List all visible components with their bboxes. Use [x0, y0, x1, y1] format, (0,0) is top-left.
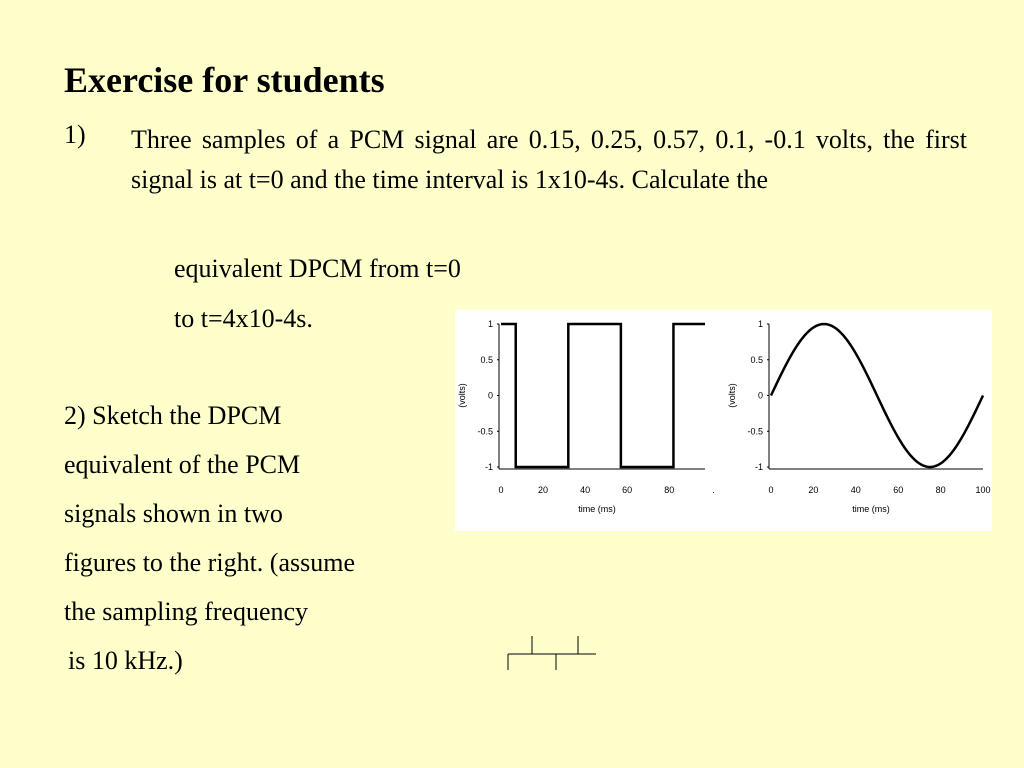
waveform-figures	[455, 310, 992, 531]
x-tick-label: 100	[975, 485, 991, 495]
sine-wave-line	[771, 324, 983, 467]
x-axis-label: time (ms)	[578, 504, 616, 514]
x-tick-label: 60	[893, 485, 904, 495]
y-axis-label: (volts)	[457, 383, 467, 408]
y-tick-label: 0.5	[750, 354, 763, 365]
x-tick-label: 80	[935, 485, 946, 495]
question-2-line: figures to the right. (assume	[64, 548, 355, 577]
y-tick-label: 0.5	[480, 354, 493, 365]
x-tick-label: 20	[538, 485, 549, 495]
question-2-line: is 10 kHz.)	[68, 646, 183, 675]
x-tick-label: 40	[580, 485, 591, 495]
waveform-charts-svg	[455, 310, 992, 531]
y-tick-label: 1	[487, 319, 493, 329]
x-tick-label: 0	[768, 485, 774, 495]
square-wave-line	[501, 324, 705, 467]
page-title: Exercise for students	[64, 60, 385, 100]
y-tick-label: 0	[757, 390, 763, 401]
question-2-line: equivalent of the PCM	[64, 450, 301, 479]
y-tick-label: -1	[484, 462, 493, 472]
question-1-line-4: equivalent DPCM from t=0	[174, 254, 461, 283]
y-tick-label: 0	[487, 390, 493, 401]
pulse-sketch	[500, 630, 600, 674]
x-tick-label: 80	[664, 485, 675, 495]
question-2-line: 2) Sketch the DPCM	[64, 401, 282, 430]
x-axis-label: time (ms)	[852, 504, 890, 514]
question-1-line-5: to t=4x10-4s.	[174, 304, 313, 333]
question-1-number: 1)	[64, 120, 86, 149]
x-tick-label: 20	[808, 485, 819, 495]
y-tick-label: -0.5	[747, 426, 763, 437]
y-axis-label: (volts)	[727, 383, 737, 408]
question-1-text: Three samples of a PCM signal are 0.15, 0.25, 0.57, 0.1, -0.1 volts, the first signal is at t=0 and the time interval is 1x10-4s. Calculate the	[131, 125, 967, 194]
x-tick-label: 60	[622, 485, 633, 495]
y-tick-label: 1	[757, 319, 763, 329]
x-tick-label: .	[712, 485, 715, 495]
y-tick-label: -1	[754, 462, 763, 472]
x-tick-label: 0	[498, 485, 504, 495]
question-2-line: the sampling frequency	[64, 597, 309, 626]
x-tick-label: 40	[850, 485, 861, 495]
y-tick-label: -0.5	[477, 426, 493, 437]
question-2-line: signals shown in two	[64, 499, 283, 528]
